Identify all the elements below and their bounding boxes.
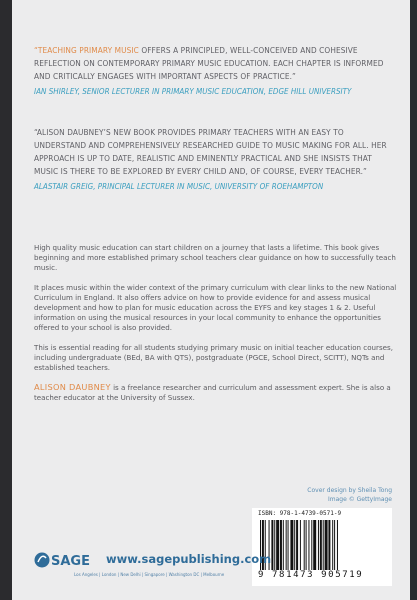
back-cover — [12, 0, 410, 600]
description — [34, 243, 399, 413]
publisher-url[interactable]: www.sagepublishing.com — [106, 552, 272, 566]
barcode-bars — [258, 520, 386, 570]
endorsement-quote-2 — [34, 126, 394, 193]
publisher-cities: Los Angeles | London | New Delhi | Singapore | Washington DC | Melbourne — [74, 572, 225, 577]
design-credit: Cover design by Sheila Tong — [307, 487, 392, 494]
description-paragraph: It places music within the wider context of the primary curriculum with clear links to the new National Curriculum in England. It also offers advice on how to provide evidence for and assess musical development and how to plan for music education across the EYFS and key stages 1 & 2. Useful information on using the musical resources in your local community to enhance the opportunities offered to your school is also provided. — [34, 282, 397, 333]
description-paragraph: This is essential reading for all students studying primary music on initial teacher education courses, including undergraduate (BEd, BA with QTS), postgraduate (PGCE, School Direct, SCITT), NQTs and established teachers. — [34, 342, 393, 373]
logo-text: SAGE — [51, 554, 90, 569]
image-credits — [307, 486, 392, 504]
quote-book-title: “TEACHING PRIMARY MUSIC — [34, 45, 139, 55]
endorsement-quote-1 — [34, 44, 394, 98]
barcode — [252, 508, 392, 586]
author-bio — [34, 382, 399, 403]
author-bio-text: is a freelance researcher and curriculum and assessment expert. She is also a teacher educator at the University of Sussex. — [34, 383, 391, 403]
quote-attribution: ALASTAIR GREIG, PRINCIPAL LECTURER IN MUSIC, UNIVERSITY OF ROEHAMPTON — [34, 182, 324, 191]
isbn: ISBN: 978-1-4739-0571-9 — [258, 510, 342, 517]
image-credit: Image © GettyImage — [328, 496, 392, 503]
quote-text — [34, 44, 394, 83]
ean-digits: 9 781473 905719 — [258, 570, 364, 580]
sage-logo — [34, 550, 102, 570]
quote-attribution: IAN SHIRLEY, SENIOR LECTURER IN PRIMARY MUSIC EDUCATION, EDGE HILL UNIVERSITY — [34, 87, 352, 96]
quote-text: “ALISON DAUBNEY’S NEW BOOK PROVIDES PRIMARY TEACHERS WITH AN EASY TO UNDERSTAND AND COMPREHENSIVELY RESEARCHED GUIDE TO MUSIC MAKING FOR ALL. HER APPROACH IS UP TO DATE, REALISTIC AND EMINENTLY PRACTICAL AND SHE INSISTS THAT MUSIC IS THERE TO BE EXPLORED BY EVERY CHILD AND, OF COURSE, EVERY TEACHER.” — [34, 127, 387, 176]
author-name: ALISON DAUBNEY — [34, 382, 111, 393]
description-paragraph: High quality music education can start children on a journey that lasts a lifetime. This book gives beginning and more established primary school teachers clear guidance on how to successfully teach music. — [34, 243, 396, 273]
quote-body: OFFERS A PRINCIPLED, WELL-CONCEIVED AND COHESIVE REFLECTION ON CONTEMPORARY PRIMARY MUSIC EDUCATION. EACH CHAPTER IS INFORMED AND CRITICALLY ENGAGES WITH IMPORTANT ASPECTS OF PRACTICE.” — [34, 45, 384, 81]
